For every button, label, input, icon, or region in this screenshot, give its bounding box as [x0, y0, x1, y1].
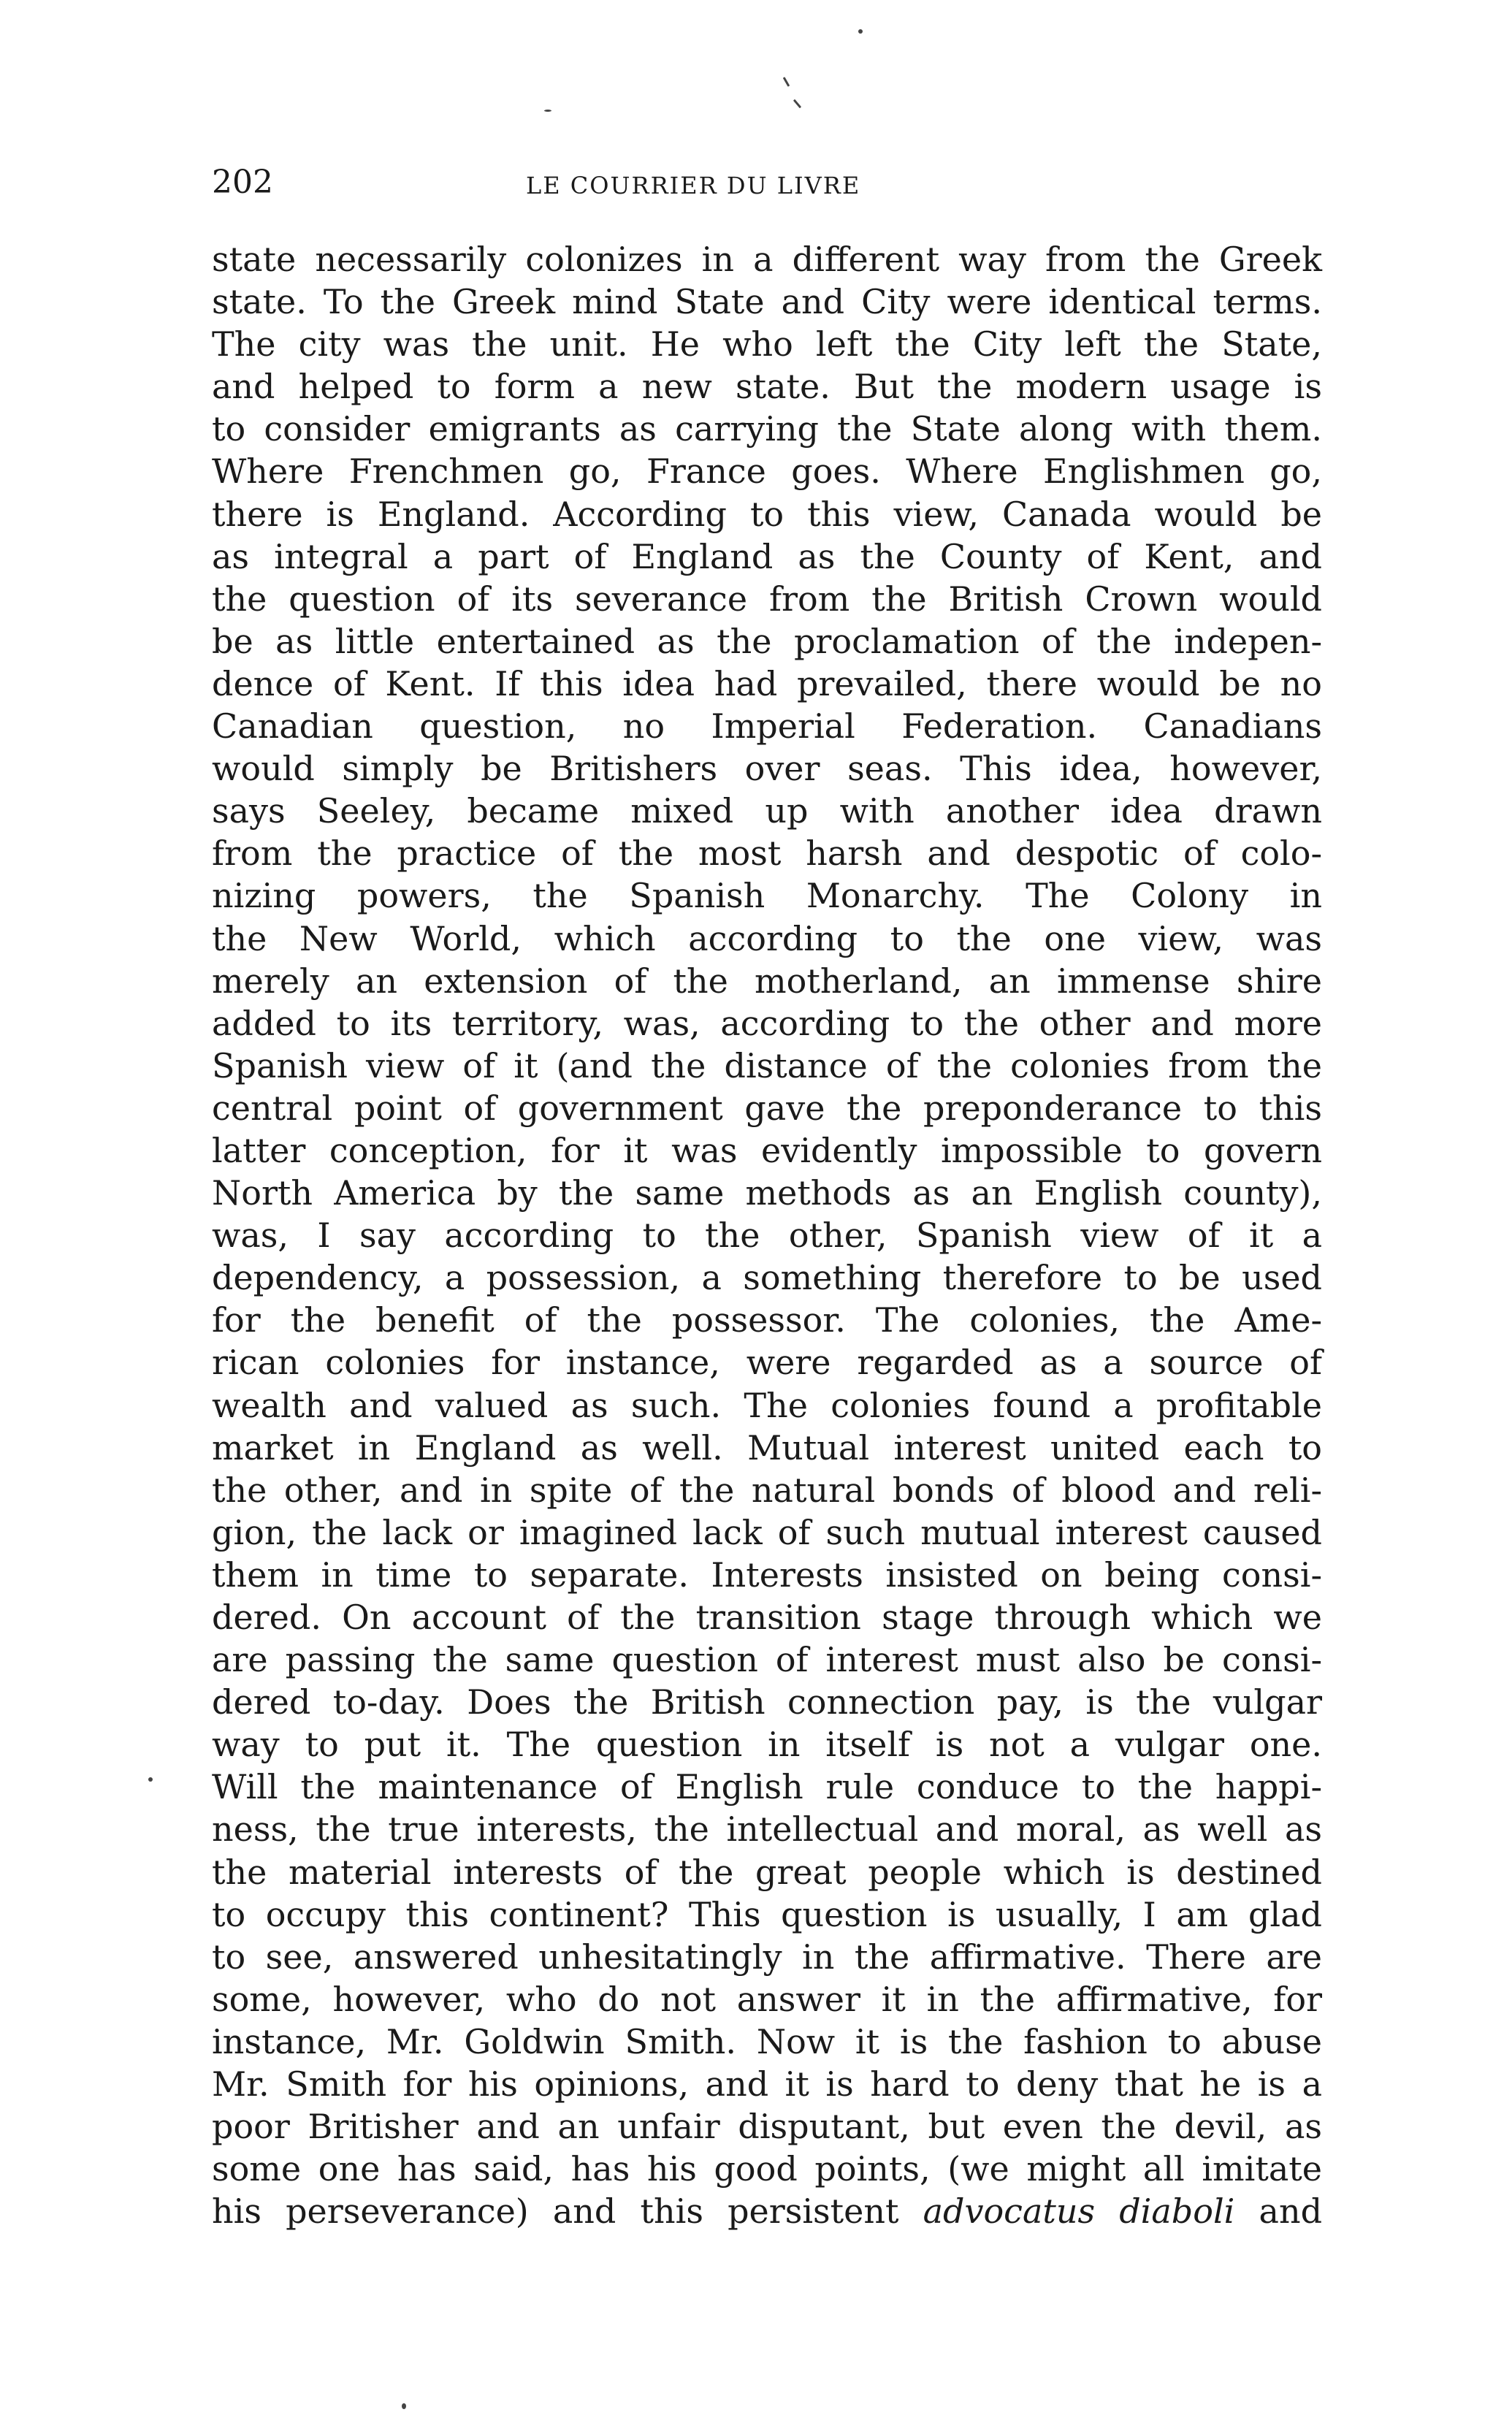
- text-line: there is England. According to this view, Canada would be: [212, 494, 1322, 534]
- text-line: way to put it. The question in itself is not a vulgar one.: [212, 1725, 1322, 1765]
- text-line: to see, answered unhesitatingly in the affirmative. There are: [212, 1937, 1322, 1977]
- text-line: and helped to form a new state. But the modern usage is: [212, 367, 1322, 407]
- text-line: Will the maintenance of English rule conduce to the happi-: [212, 1767, 1322, 1807]
- text-line: rican colonies for instance, were regarded as a source of: [212, 1343, 1322, 1383]
- text-line: the New World, which according to the one view, was: [212, 918, 1322, 958]
- scan-speck: [402, 2403, 406, 2409]
- text-line: some one has said, has his good points, (we might all imitate: [212, 2149, 1322, 2189]
- text-line: some, however, who do not answer it in the affirmative, for: [212, 1979, 1322, 2019]
- text-line: added to its territory, was, according to the other and more: [212, 1003, 1322, 1043]
- body-text: [212, 238, 1322, 2232]
- text-line: are passing the same question of interest must also be consi-: [212, 1640, 1322, 1680]
- final-line-after: and: [1259, 2191, 1323, 2232]
- text-line: Canadian question, no Imperial Federation. Canadians: [212, 706, 1322, 747]
- text-line: as integral a part of England as the County of Kent, and: [212, 536, 1322, 576]
- text-line: to consider emigrants as carrying the State along with them.: [212, 409, 1322, 449]
- text-line: The city was the unit. He who left the City left the State,: [212, 324, 1322, 365]
- text-line: state necessarily colonizes in a different way from the Greek: [212, 240, 1322, 279]
- text-line: says Seeley, became mixed up with another idea drawn: [212, 791, 1322, 831]
- text-line: state. To the Greek mind State and City were identical terms.: [212, 282, 1322, 322]
- text-line: to occupy this continent? This question is usually, I am glad: [212, 1894, 1322, 1934]
- text-line: was, I say according to the other, Spanish view of it a: [212, 1216, 1322, 1256]
- scan-speck: [148, 1777, 153, 1782]
- text-line: wealth and valued as such. The colonies found a profitable: [212, 1385, 1322, 1425]
- text-line: the other, and in spite of the natural bonds of blood and reli-: [212, 1470, 1322, 1510]
- text-line: for the benefit of the possessor. The colonies, the Ame-: [212, 1300, 1322, 1340]
- text-line: poor Britisher and an unfair disputant, but even the devil, as: [212, 2107, 1322, 2147]
- text-line: dependency, a possession, a something therefore to be used: [212, 1258, 1322, 1298]
- text-line: dered to-day. Does the British connection pay, is the vulgar: [212, 1682, 1322, 1722]
- text-line: merely an extension of the motherland, an immense shire: [212, 961, 1322, 1001]
- text-line: dence of Kent. If this idea had prevailed, there would be no: [212, 663, 1322, 703]
- text-line: Mr. Smith for his opinions, and it is hard to deny that he is a: [212, 2064, 1322, 2105]
- text-line: from the practice of the most harsh and despotic of colo-: [212, 833, 1322, 874]
- text-line: dered. On account of the transition stage through which we: [212, 1598, 1322, 1637]
- scan-speck: [793, 99, 801, 109]
- text-line: ness, the true interests, the intellectual and moral, as well as: [212, 1809, 1322, 1850]
- text-line: latter conception, for it was evidently impossible to govern: [212, 1130, 1322, 1170]
- page-header: [212, 161, 1322, 205]
- running-title: LE COURRIER DU LIVRE: [526, 172, 861, 199]
- page-number: 202: [212, 164, 273, 201]
- text-line: central point of government gave the preponderance to this: [212, 1088, 1322, 1128]
- text-line-final: [212, 2190, 1322, 2232]
- scan-speck: [858, 29, 863, 34]
- italic-phrase: advocatus diaboli: [923, 2191, 1235, 2232]
- scan-speck: [783, 77, 790, 87]
- text-line: the material interests of the great people which is destined: [212, 1852, 1322, 1892]
- final-line-before: his perseverance) and this persistent: [212, 2191, 899, 2232]
- scan-speck: [544, 110, 551, 112]
- text-line: market in England as well. Mutual interest united each to: [212, 1427, 1322, 1468]
- text-line: them in time to separate. Interests insisted on being consi-: [212, 1554, 1322, 1595]
- text-line: instance, Mr. Goldwin Smith. Now it is the fashion to abuse: [212, 2021, 1322, 2061]
- text-line: Where Frenchmen go, France goes. Where Englishmen go,: [212, 451, 1322, 492]
- text-line: the question of its severance from the British Crown would: [212, 579, 1322, 619]
- text-line: North America by the same methods as an English county),: [212, 1173, 1322, 1213]
- text-line: gion, the lack or imagined lack of such mutual interest caused: [212, 1512, 1322, 1552]
- text-line: would simply be Britishers over seas. This idea, however,: [212, 749, 1322, 789]
- text-line: be as little entertained as the proclamation of the indepen-: [212, 621, 1322, 661]
- text-line: nizing powers, the Spanish Monarchy. The Colony in: [212, 876, 1322, 916]
- text-line: Spanish view of it (and the distance of the colonies from the: [212, 1045, 1322, 1085]
